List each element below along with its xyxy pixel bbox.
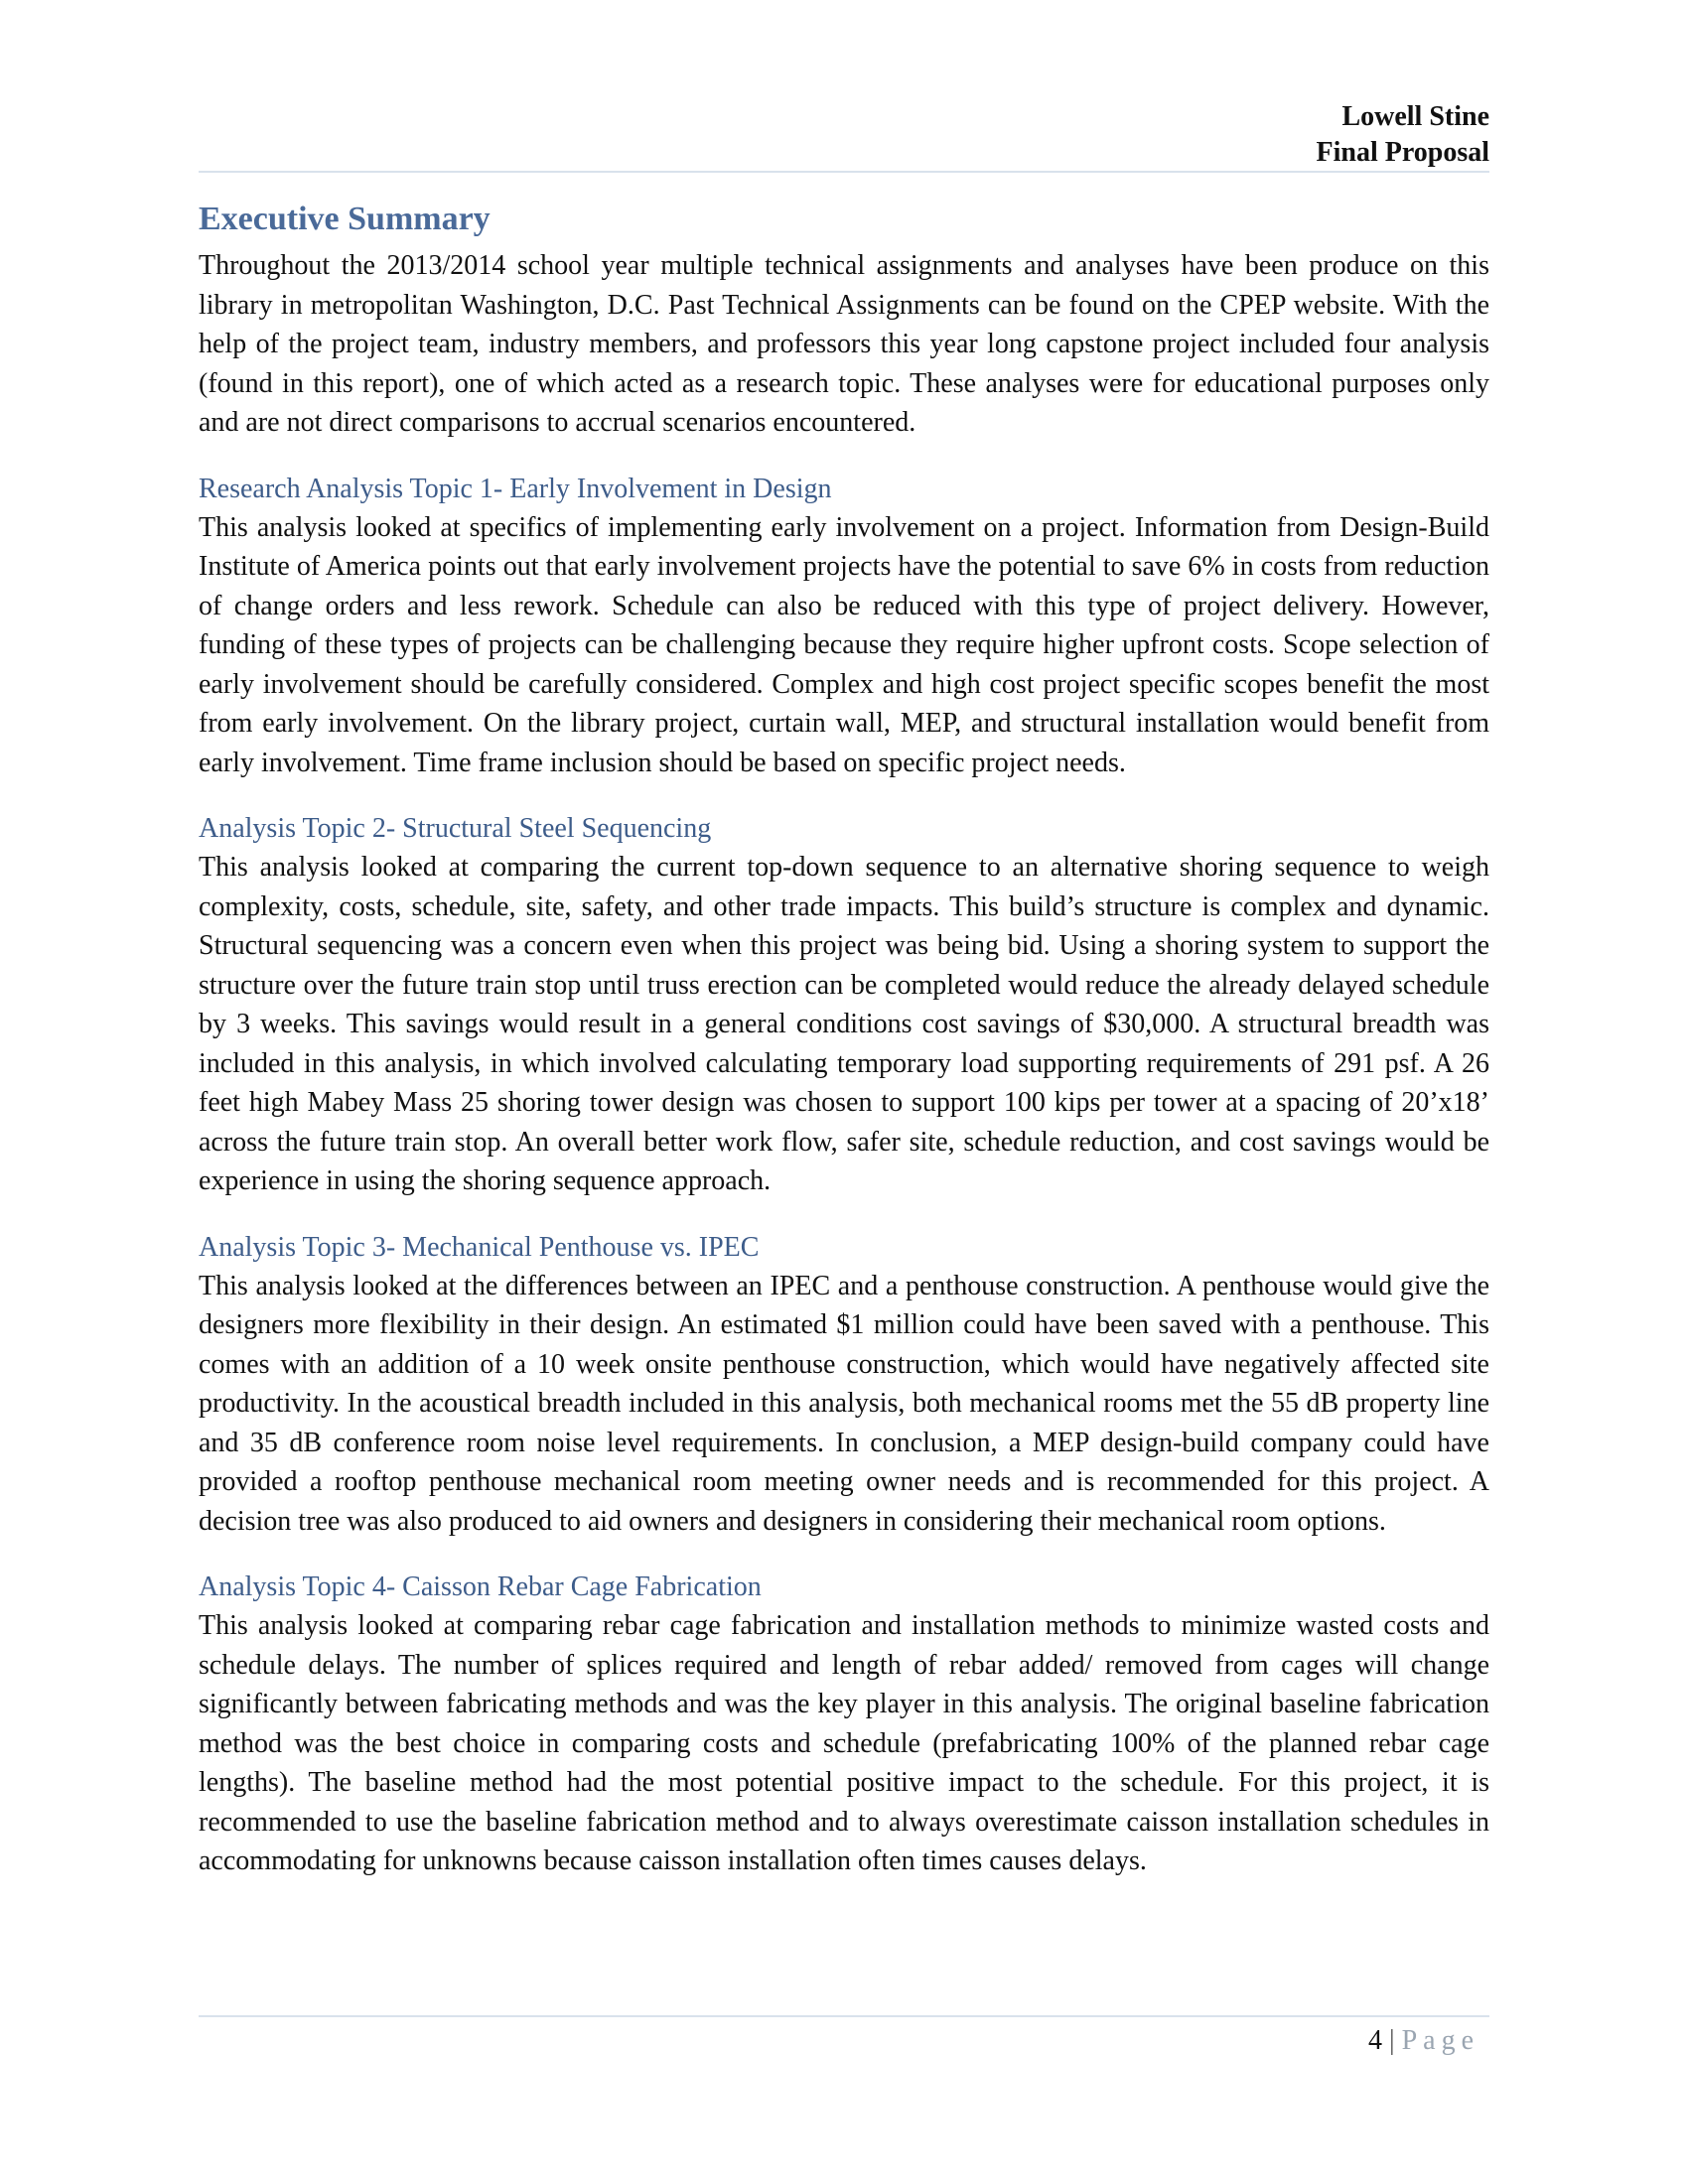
section-body: This analysis looked at the differences between an IPEC and a penthouse construction. A penthouse would give the designers more flexibility in their design. An estimated $1 million could have been saved with a penthouse. This comes with an addition of a 10 week onsite penthouse construction, which would have negatively affected site productivity. In the acoustical breadth included in this analysis, both mechanical rooms met the 55 dB property line and 35 dB conference room noise level requirements. In conclusion, a MEP design-build company could have provided a rooftop penthouse mechanical room meeting owner needs and is recommended for this project. A decision tree was also produced to aid owners and designers in considering their mechanical room options. [199,1270,1489,1537]
header-doc-title: Final Proposal [1316,137,1489,168]
page-footer [1368,2023,1479,2059]
page-title: Executive Summary [199,201,491,237]
section-heading: Analysis Topic 4- Caisson Rebar Cage Fabrication [199,1571,762,1602]
footer-page-label: Page [1401,2025,1479,2056]
section-topic-3 [199,1229,1489,1542]
section-topic-4 [199,1569,1489,1881]
section-body: This analysis looked at comparing rebar cage fabrication and installation methods to minimize wasted costs and schedule delays. The number of splices required and length of rebar added/ removed from cages will change significantly between fabricating methods and was the key player in this analysis. The original baseline fabrication method was the best choice in comparing costs and schedule (prefabricating 100% of the planned rebar cage lengths). The baseline method had the most potential positive impact to the schedule. For this project, it is recommended to use the baseline fabrication method and to always overestimate caisson installation schedules in accommodating for unknowns because caisson installation often times causes delays. [199,1610,1489,1876]
page-header [1316,99,1489,171]
header-author: Lowell Stine [1341,101,1489,132]
page-number: 4 [1367,2025,1382,2056]
section-body: This analysis looked at comparing the current top-down sequence to an alternative shoring sequence to weigh complexity, costs, schedule, site, safety, and other trade impacts. This build’s structure is complex and dynamic. Structural sequencing was a concern even when this project was being bid. Using a shoring system to support the structure over the future train stop until truss erection can be completed would reduce the already delayed schedule by 3 weeks. This savings would result in a general conditions cost savings of $30,000. A structural breadth was included in this analysis, in which involved calculating temporary load supporting requirements of 291 psf. A 26 feet high Mabey Mass 25 shoring tower design was chosen to support 100 kips per tower at a spacing of 20’x18’ across the future train stop. An overall better work flow, safer site, schedule reduction, and cost savings would be experience in using the shoring sequence approach. [199,852,1489,1196]
section-topic-2 [199,810,1489,1201]
footer-separator: | [1388,2025,1395,2056]
footer-divider [199,2015,1489,2017]
document-page [199,0,1489,2184]
header-divider [199,171,1489,173]
section-body: This analysis looked at specifics of implementing early involvement on a project. Information from Design-Build Institute of America points out that early involvement projects have the potential to save 6% in costs from reduction of change orders and less rework. Schedule can also be reduced with this type of project delivery. However, funding of these types of projects can be challenging because they require higher upfront costs. Scope selection of early involvement should be carefully considered. Complex and high cost project specific scopes benefit the most from early involvement. On the library project, curtain wall, MEP, and structural installation would benefit from early involvement. Time frame inclusion should be based on specific project needs. [199,511,1489,778]
section-heading: Research Analysis Topic 1- Early Involvement in Design [199,473,832,504]
section-heading: Analysis Topic 2- Structural Steel Sequencing [199,813,712,844]
main-content [199,197,1489,1881]
section-research-topic-1 [199,471,1489,783]
intro-paragraph: Throughout the 2013/2014 school year multiple technical assignments and analyses have been produce on this library in metropolitan Washington, D.C. Past Technical Assignments can be found on the CPEP website. With the help of the project team, industry members, and professors this year long capstone project included four analysis (found in this report), one of which acted as a research topic. These analyses were for educational purposes only and are not direct comparisons to accrual scenarios encountered. [199,250,1489,438]
section-heading: Analysis Topic 3- Mechanical Penthouse vs. IPEC [199,1231,760,1263]
